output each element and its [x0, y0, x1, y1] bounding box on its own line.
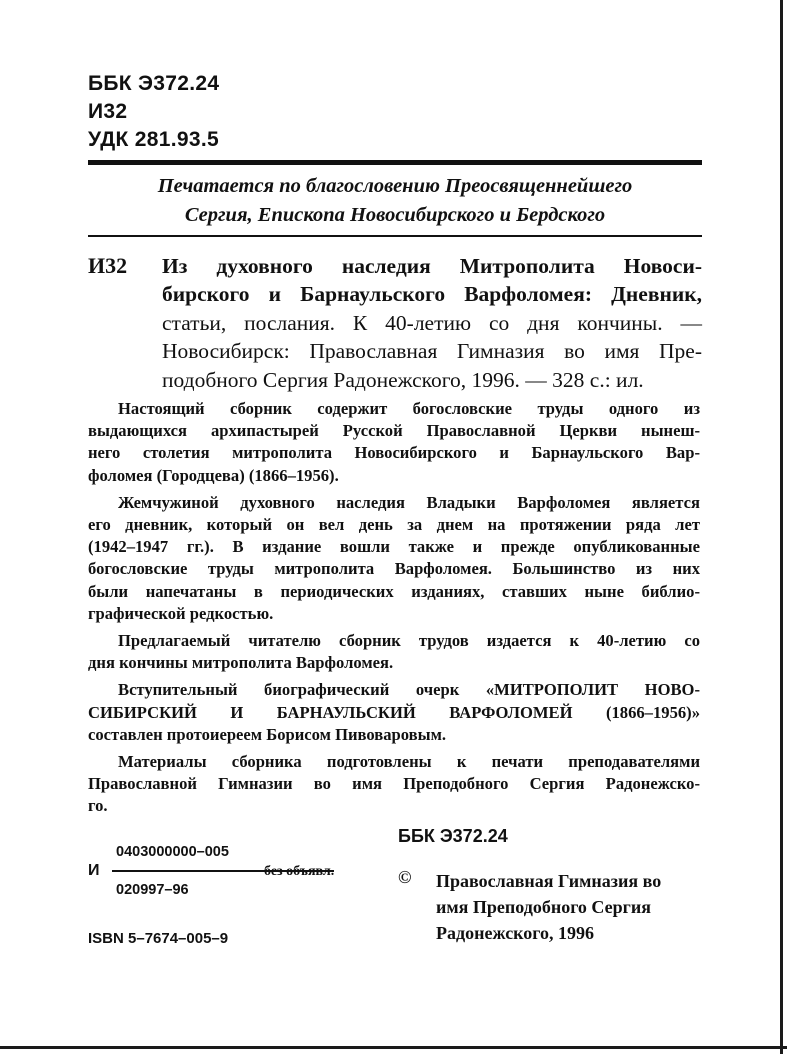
- imprint-denominator: 020997–96: [116, 882, 189, 898]
- entry-title-line: бирского и Барнаульского Варфоломея: Дневник,: [162, 282, 702, 307]
- entry-title-line: Из духовного наследия Митрополита Новоси-: [162, 254, 702, 278]
- copyright-holder: [436, 868, 661, 946]
- entry-line: статьи, послания. К 40-летию со дня кончины. —: [162, 310, 702, 335]
- entry-line: [162, 252, 702, 280]
- abstract-line: богословские труды митрополита Варфоломея. Большинство из них: [88, 559, 700, 579]
- bibliographic-entry: [162, 252, 702, 394]
- abstract-line: его дневник, который он вел день за днем на протяжении ряда лет: [88, 515, 700, 535]
- abstract-line: дня кончины митрополита Варфоломея.: [88, 653, 394, 673]
- abstract-line: фоломея (Городцева) (1866–1956).: [88, 465, 339, 485]
- abstract-line: Жемчужиной духовного наследия Владыки Варфоломея является: [118, 492, 700, 512]
- entry-line: [162, 280, 702, 308]
- udk-code: УДК 281.93.5: [88, 128, 219, 151]
- blessing-line: Печатается по благословению Преосвященнейшего: [157, 175, 633, 197]
- copyright-line: имя Преподобного Сергия: [436, 897, 651, 917]
- author-mark: И32: [88, 100, 128, 123]
- abstract-line: Материалы сборника подготовлены к печати преподавателями: [118, 752, 700, 772]
- imprint-letter: И: [88, 862, 100, 879]
- bbk-code-bottom: ББК Э372.24: [398, 826, 508, 846]
- abstract-line: СИБИРСКИЙ И БАРНАУЛЬСКИЙ ВАРФОЛОМЕЙ (1866–1956)»: [88, 702, 700, 722]
- abstract-line: го.: [88, 796, 108, 816]
- entry-author-mark: И32: [88, 253, 128, 278]
- entry-line: подобного Сергия Радонежского, 1996. — 328 с.: ил.: [162, 367, 644, 392]
- bbk-code: ББК Э372.24: [88, 72, 220, 95]
- isbn: ISBN 5–7674–005–9: [88, 930, 229, 947]
- abstract-line: были напечатаны в периодических изданиях, ставших ныне библио-: [88, 581, 700, 601]
- classification-codes: [88, 70, 219, 154]
- abstract-line: составлен протоиереем Борисом Пивоваровым.: [88, 724, 447, 744]
- copyright-icon: ©: [398, 867, 412, 887]
- page-edge-right: [780, 0, 783, 1054]
- abstract-line: Предлагаемый читателю сборник трудов издается к 40-летию со: [118, 631, 700, 651]
- abstract-line: Настоящий сборник содержит богословские труды одного из: [118, 399, 700, 418]
- copyright-line: Православная Гимназия во: [436, 871, 662, 891]
- page-edge-bottom: [0, 1046, 787, 1049]
- top-rule: [88, 160, 702, 165]
- abstract-line: графической редкостью.: [88, 603, 274, 623]
- abstract-line: выдающихся архипастырей Русской Православной Церкви нынеш-: [88, 421, 700, 441]
- abstract-line: (1942–1947 гг.). В издание вошли также и прежде опубликованные: [88, 537, 700, 557]
- bottom-rule: [88, 235, 702, 237]
- abstract-line: Вступительный биографический очерк «МИТРОПОЛИТ НОВО-: [118, 680, 700, 700]
- abstract-line: него столетия митрополита Новосибирского и Барнаульского Вар-: [88, 443, 700, 463]
- abstract-line: Православной Гимназии во имя Преподобного Сергия Радонежско-: [88, 774, 700, 794]
- price-note: без объявл.: [264, 864, 335, 879]
- blessing-line: Сергия, Епископа Новосибирского и Бердского: [184, 204, 606, 226]
- blessing-text: [88, 172, 702, 230]
- copyright-line: Радонежского, 1996: [436, 923, 595, 943]
- imprint-numerator: 0403000000–005: [116, 844, 229, 860]
- entry-line: Новосибирск: Православная Гимназия во имя Пре-: [162, 339, 702, 364]
- abstract: [88, 398, 700, 818]
